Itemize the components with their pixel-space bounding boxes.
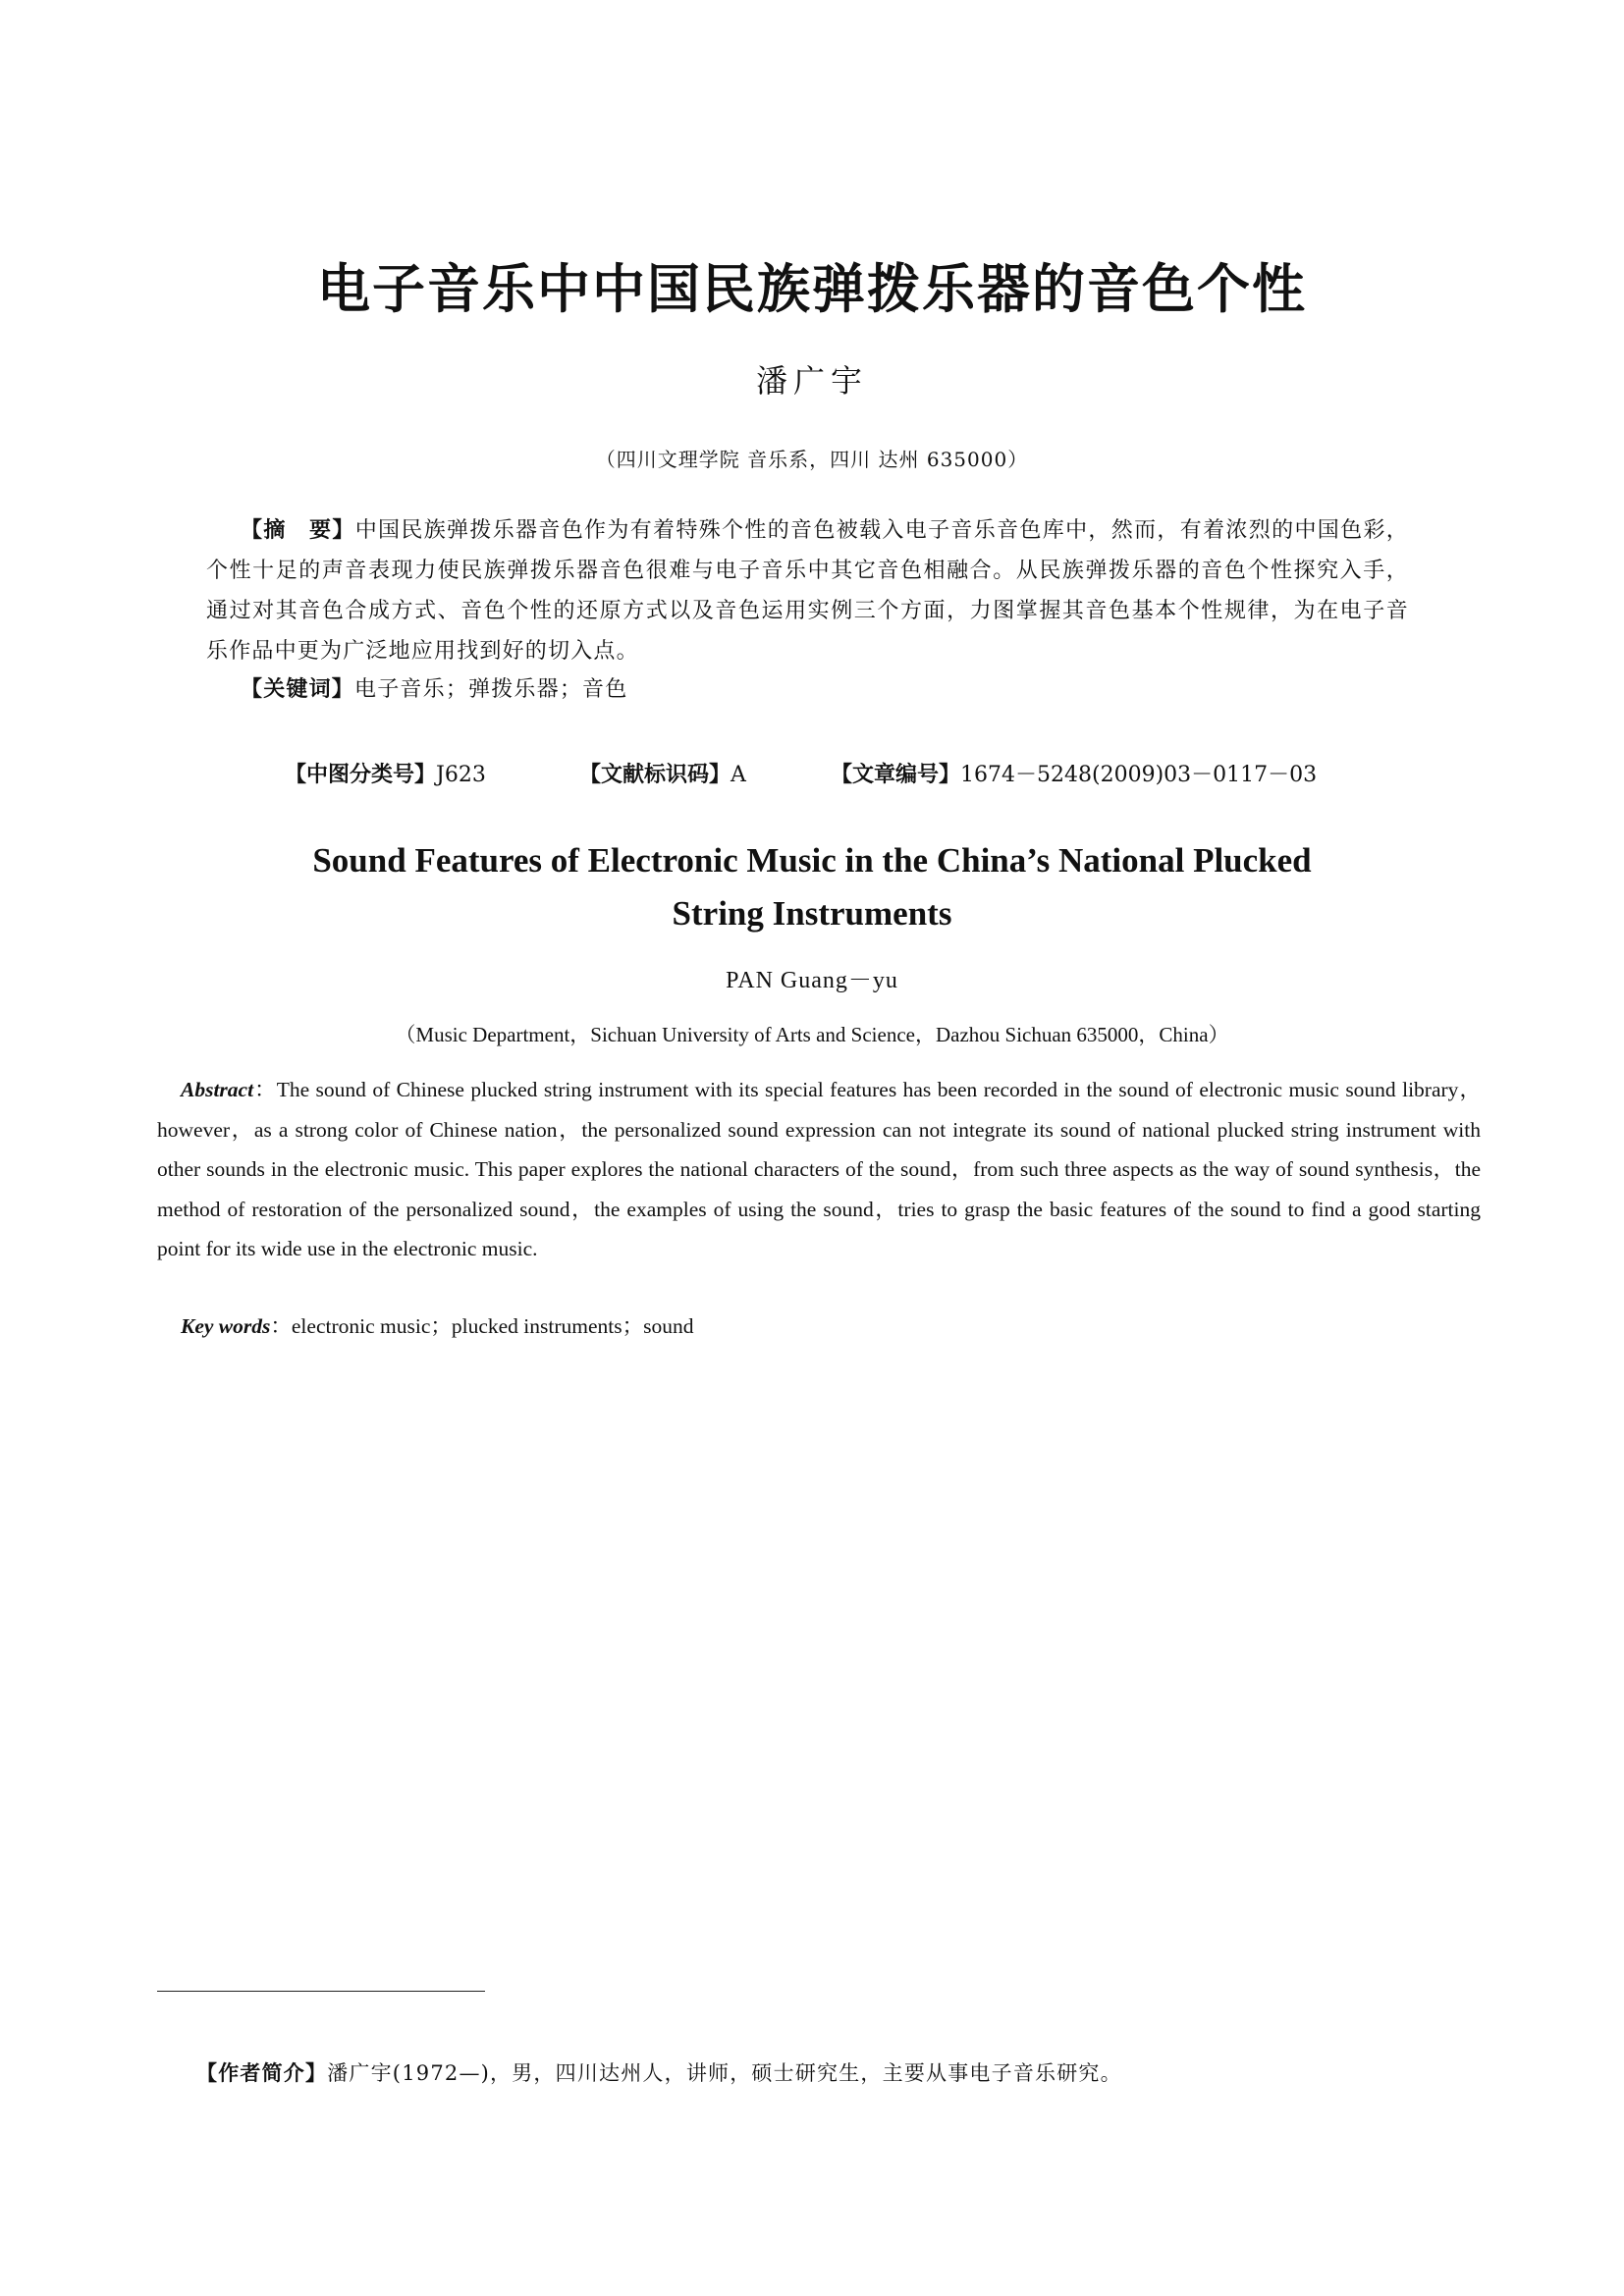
author-footnote-text: 潘广宇(1972—)，男，四川达州人，讲师，硕士研究生，主要从事电子音乐研究。 xyxy=(327,2061,1122,2085)
document-code-label: 【文献标识码】 xyxy=(579,763,731,787)
english-abstract-label: Abstract xyxy=(181,1078,254,1101)
english-author: PAN Guang－yu xyxy=(726,968,898,993)
english-keywords-separator: ： xyxy=(270,1314,292,1338)
article-number-label: 【文章编号】 xyxy=(831,763,961,787)
english-keywords-text: electronic music；plucked instruments；sound xyxy=(291,1314,694,1338)
english-title-line-1: Sound Features of Electronic Music in the China’s National Plucked xyxy=(312,841,1312,880)
english-affiliation: （Music Department，Sichuan University of Arts and Science，Dazhou Sichuan 635000，China） xyxy=(395,1023,1229,1046)
document-code-value: A xyxy=(731,763,746,787)
english-keywords-label: Key words xyxy=(181,1314,271,1338)
english-title-line-2: String Instruments xyxy=(672,894,952,933)
document-code xyxy=(579,758,746,788)
clc-value: J623 xyxy=(436,763,486,787)
clc-label: 【中图分类号】 xyxy=(285,763,437,787)
article-number xyxy=(831,758,1317,788)
article-number-value: 1674－5248(2009)03－0117－03 xyxy=(960,763,1318,787)
chinese-abstract-text: 中国民族弹拨乐器音色作为有着特殊个性的音色被载入电子音乐音色库中，然而，有着浓烈的中国色彩，个性十足的声音表现力使民族弹拨乐器音色很难与电子音乐中其它音色相融合。从民族弹拨乐器的音色个性探究入手，通过对其音色合成方式、音色个性的还原方式以及音色运用实例三个方面，力图掌握其音色基本个性规律，为在电子音乐作品中更为广泛地应用找到好的切入点。 xyxy=(206,518,1409,664)
chinese-affiliation: （四川文理学院 音乐系，四川 达州 635000） xyxy=(595,448,1029,471)
chinese-title: 电子音乐中中国民族弹拨乐器的音色个性 xyxy=(317,258,1307,320)
clc-number xyxy=(285,758,486,788)
author-footnote xyxy=(196,2057,1122,2087)
english-title xyxy=(0,834,1624,940)
chinese-keywords-text: 电子音乐；弹拨乐器；音色 xyxy=(354,677,628,702)
chinese-abstract-label: 【摘 要】 xyxy=(241,518,355,543)
chinese-author: 潘广宇 xyxy=(755,362,868,400)
english-abstract-text: The sound of Chinese plucked string instrument with its special features has been recorded in the sound of electronic music sound library，however，as a strong color of Chinese nation，the personalized sound expression can not integrate its sound of national plucked string instrument with other sounds in the electronic music. This paper explores the national characters of the sound，from such three aspects as the way of sound synthesis，the method of restoration of the personalized sound，the examples of using the sound，tries to grasp the basic features of the sound to find a good starting point for its wide use in the electronic music. xyxy=(157,1078,1481,1260)
english-abstract xyxy=(157,1070,1481,1269)
english-abstract-separator: ： xyxy=(253,1078,277,1101)
chinese-abstract xyxy=(206,510,1409,671)
chinese-keywords-label: 【关键词】 xyxy=(241,677,355,702)
chinese-keywords xyxy=(241,672,627,703)
footnote-divider xyxy=(157,1991,485,1992)
english-keywords xyxy=(181,1309,694,1340)
author-footnote-label: 【作者简介】 xyxy=(196,2061,328,2085)
